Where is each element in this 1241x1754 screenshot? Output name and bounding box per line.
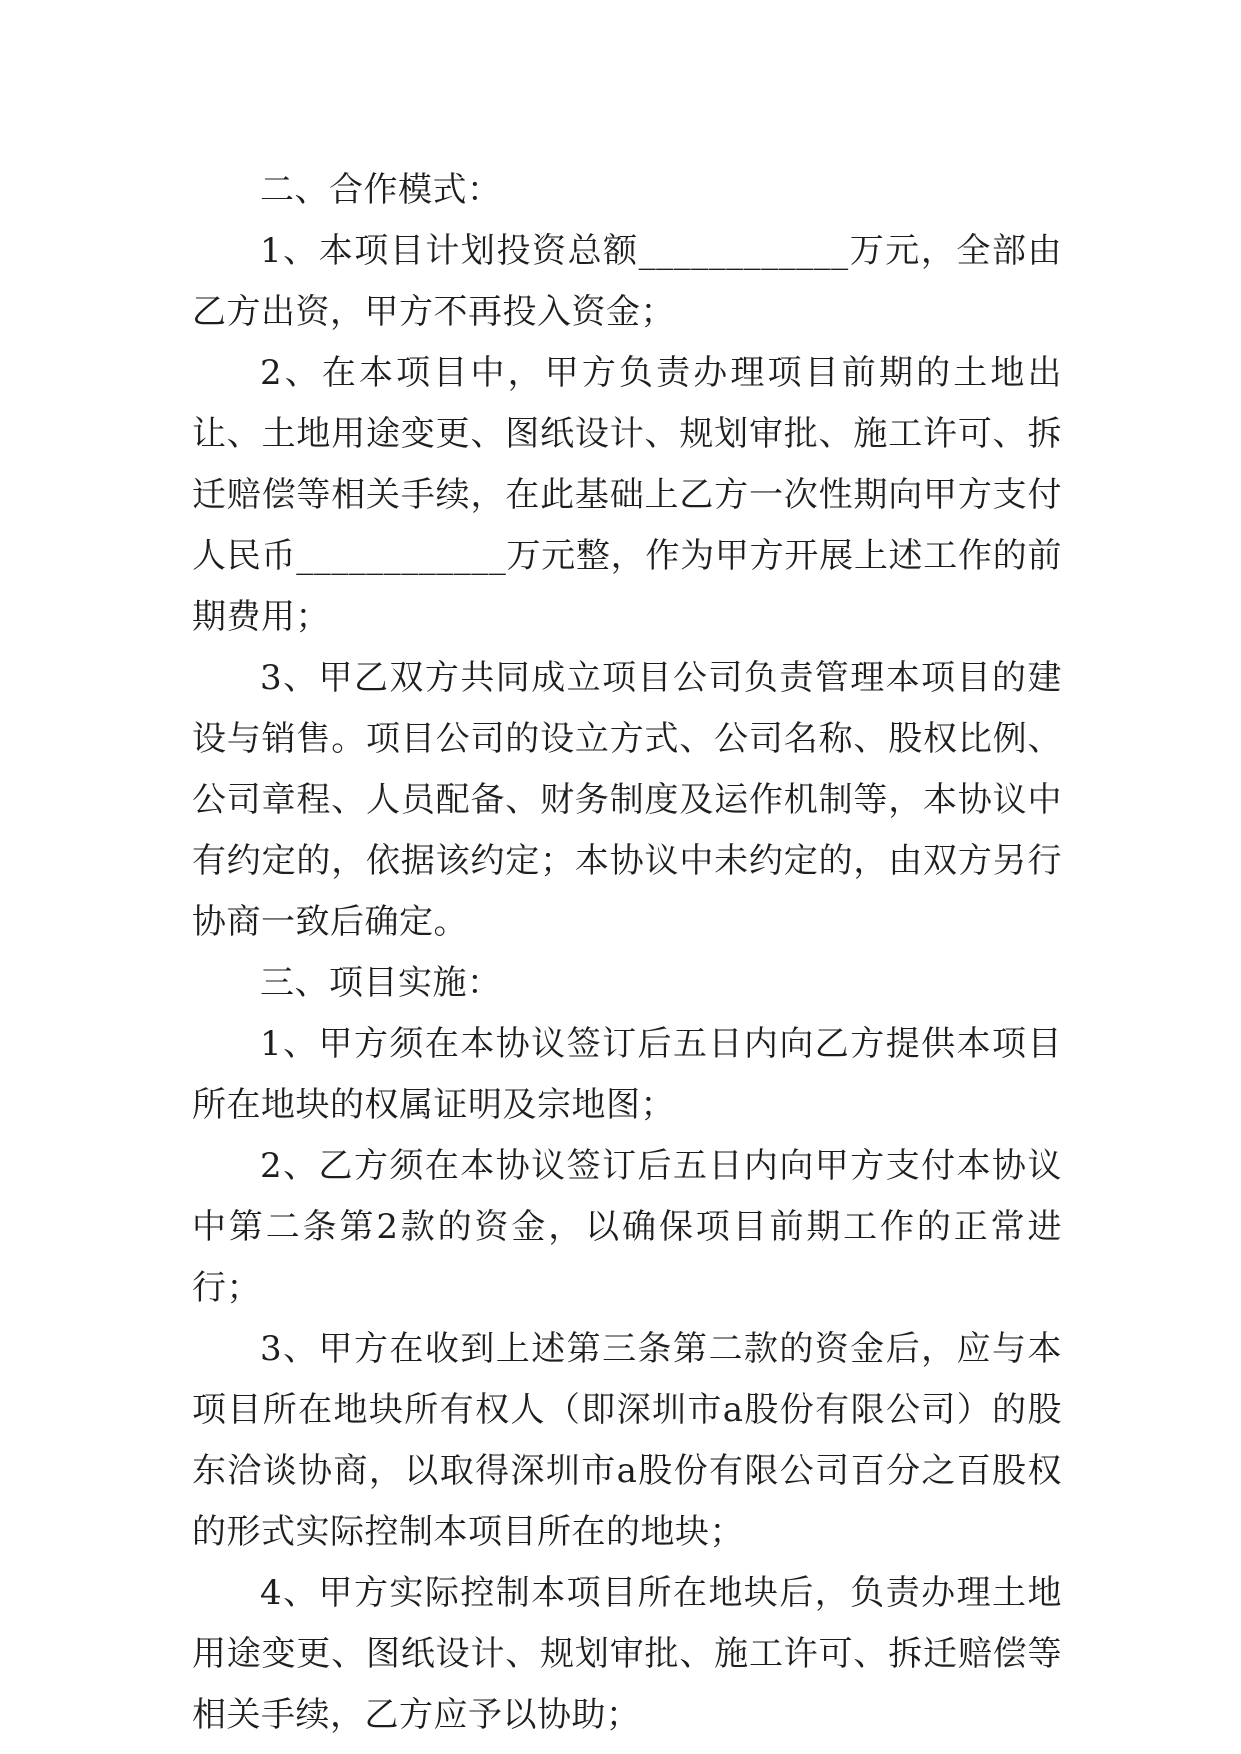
section-heading-cooperation-mode: 二、合作模式：	[260, 170, 502, 210]
document-body	[192, 160, 1062, 1746]
section-heading-project-implementation: 三、项目实施：	[260, 963, 502, 1003]
paragraph-party-a-procedures: 2、在本项目中，甲方负责办理项目前期的土地出让、土地用途变更、图纸设计、规划审批、施工许可、拆迁赔偿等相关手续，在此基础上乙方一次性期向甲方支付人民币____________万元整，作为甲方开展上述工作的前期费用；	[192, 353, 1062, 637]
paragraph-investment-total: 1、本项目计划投资总额____________万元，全部由乙方出资，甲方不再投入资金；	[192, 231, 1062, 332]
paragraph-land-use-change: 4、甲方实际控制本项目所在地块后，负责办理土地用途变更、图纸设计、规划审批、施工许可、拆迁赔偿等相关手续，乙方应予以协助；	[192, 1573, 1062, 1735]
paragraph-project-company: 3、甲乙双方共同成立项目公司负责管理本项目的建设与销售。项目公司的设立方式、公司名称、股权比例、公司章程、人员配备、财务制度及运作机制等，本协议中有约定的，依据该约定；本协议中未约定的，由双方另行协商一致后确定。	[192, 658, 1062, 942]
paragraph-equity-negotiation: 3、甲方在收到上述第三条第二款的资金后，应与本项目所在地块所有权人（即深圳市a股份有限公司）的股东洽谈协商，以取得深圳市a股份有限公司百分之百股权的形式实际控制本项目所在的地块；	[192, 1329, 1062, 1552]
paragraph-ownership-certificate: 1、甲方须在本协议签订后五日内向乙方提供本项目所在地块的权属证明及宗地图；	[192, 1024, 1062, 1125]
paragraph-party-b-payment: 2、乙方须在本协议签订后五日内向甲方支付本协议中第二条第2款的资金，以确保项目前期工作的正常进行；	[192, 1146, 1062, 1308]
